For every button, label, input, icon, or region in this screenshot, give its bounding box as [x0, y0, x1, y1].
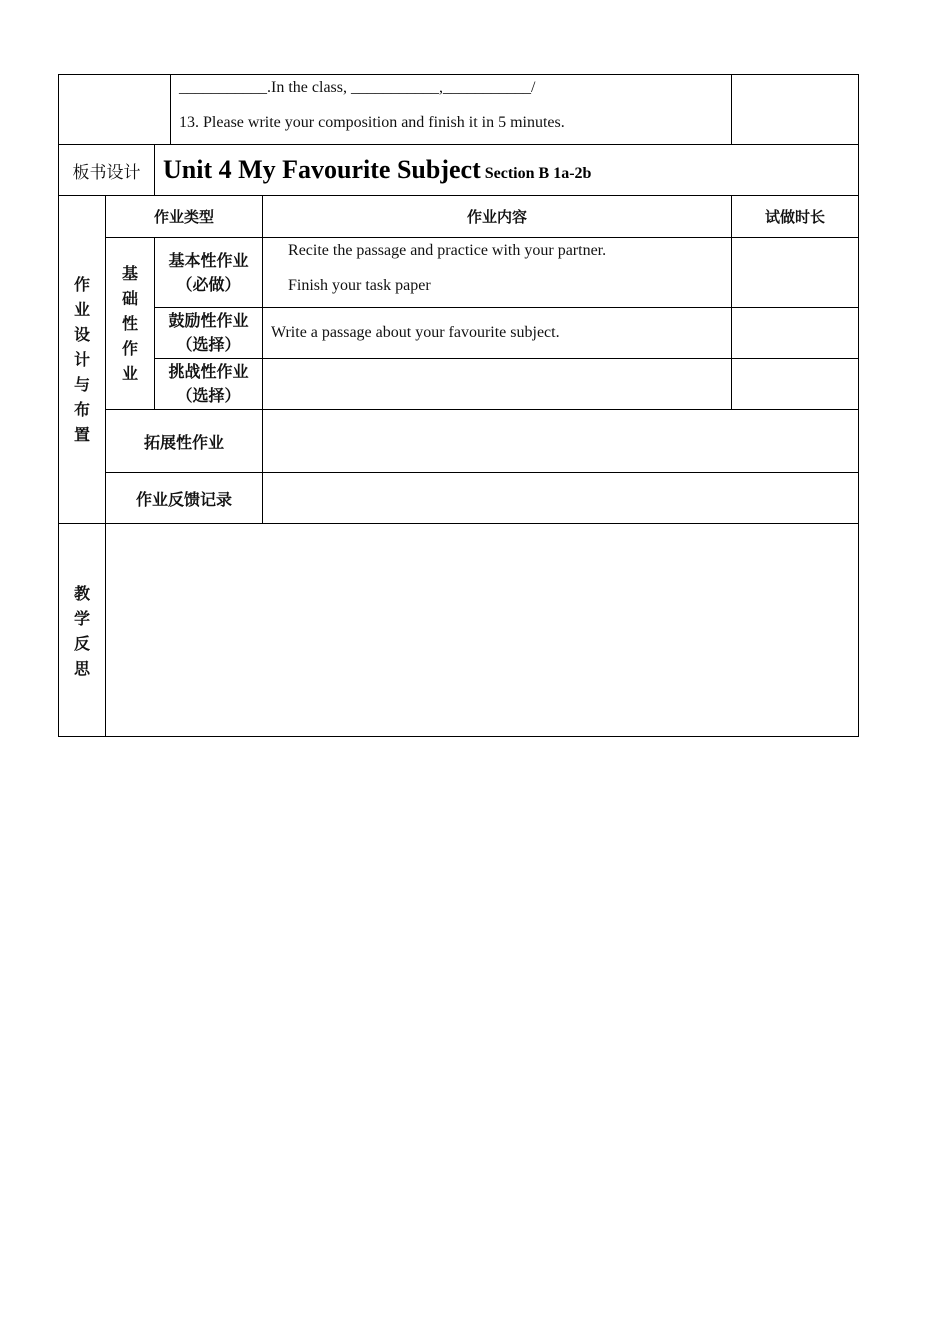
duration-encouraging	[732, 308, 859, 359]
reflection-content	[106, 524, 859, 737]
lesson-plan-table	[58, 74, 859, 737]
homework-row-challenging	[59, 359, 859, 410]
top-content-cell	[171, 75, 732, 145]
blank-line-text: ___________.In the class, ___________,___________/	[179, 79, 536, 96]
composition-instruction: 13. Please write your composition and finish it in 5 minutes.	[179, 114, 565, 131]
type-encouraging: 鼓励性作业 （选择）	[155, 308, 263, 359]
board-design-row	[59, 145, 859, 196]
homework-row-basic	[59, 238, 859, 308]
header-duration: 试做时长	[732, 196, 859, 238]
reflection-label: 教 学 反 思	[59, 524, 106, 737]
type-challenging: 挑战性作业 （选择）	[155, 359, 263, 410]
homework-header-row	[59, 196, 859, 238]
duration-challenging	[732, 359, 859, 410]
basic-group-label: 基 础 性 作 业	[106, 238, 155, 410]
lesson-plan-page	[58, 74, 859, 737]
header-type: 作业类型	[106, 196, 263, 238]
top-right-cell	[732, 75, 859, 145]
homework-section-label: 作 业 设 计 与 布 置	[59, 196, 106, 524]
duration-basic	[732, 238, 859, 308]
feedback-row	[59, 473, 859, 524]
basic-task-2: Finish your task paper	[288, 277, 431, 294]
top-empty-cell	[59, 75, 171, 145]
top-row	[59, 75, 859, 145]
board-subtitle: Section B 1a-2b	[484, 165, 592, 182]
homework-row-encouraging	[59, 308, 859, 359]
reflection-row	[59, 524, 859, 737]
board-title: Unit 4 My Favourite Subject	[163, 155, 481, 184]
content-challenging	[263, 359, 732, 410]
feedback-label: 作业反馈记录	[106, 473, 263, 524]
content-encouraging: Write a passage about your favourite subject.	[263, 308, 732, 359]
board-design-label: 板书设计	[59, 145, 155, 196]
header-content: 作业内容	[263, 196, 732, 238]
basic-task-1: Recite the passage and practice with your partner.	[288, 242, 607, 259]
feedback-content	[263, 473, 859, 524]
board-design-content	[155, 145, 859, 196]
extension-row	[59, 410, 859, 473]
extension-content	[263, 410, 859, 473]
extension-label: 拓展性作业	[106, 410, 263, 473]
content-basic	[263, 238, 732, 308]
type-basic: 基本性作业 （必做）	[155, 238, 263, 308]
